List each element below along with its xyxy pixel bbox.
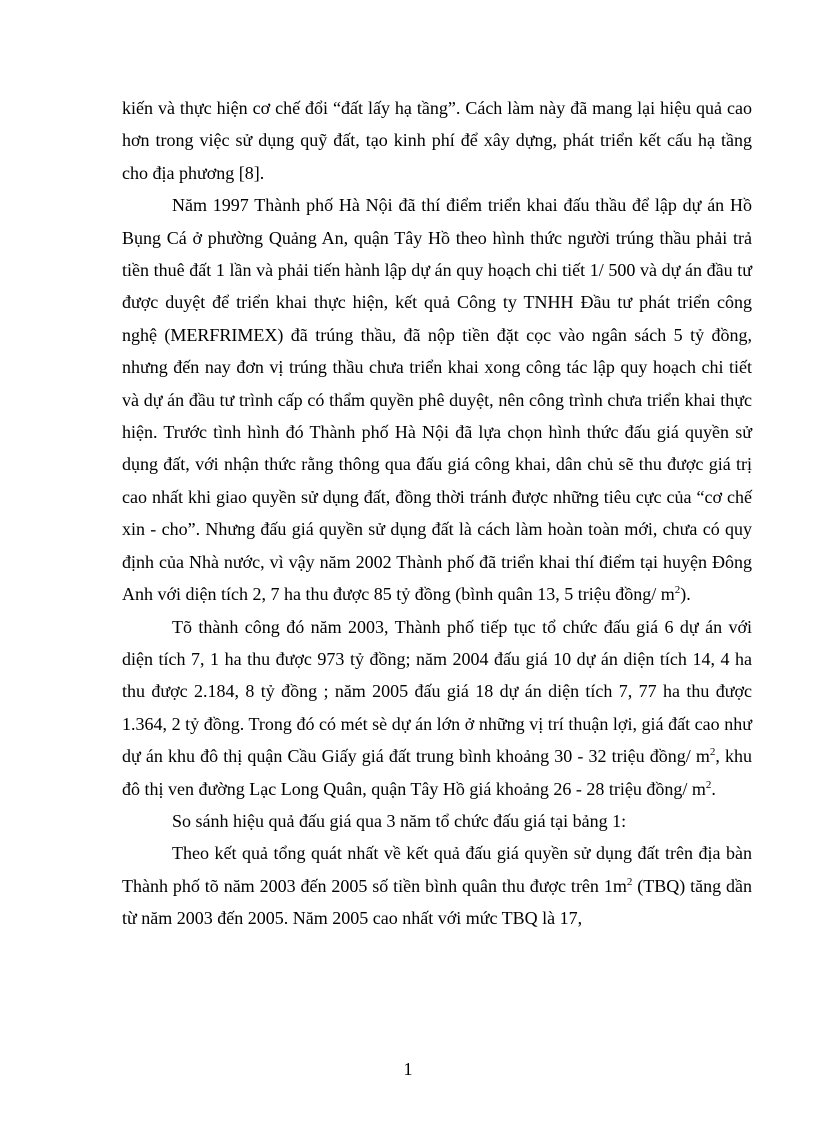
text-run: So sánh hiệu quả đấu giá qua 3 năm tổ chức đấu giá tại bảng 1: (172, 810, 627, 831)
paragraph (122, 837, 752, 934)
body-text (122, 92, 752, 935)
paragraph (122, 189, 752, 610)
text-run: Tõ thành công đó năm 2003, Thành phố tiếp tục tổ chức đấu giá 6 dự án với diện tích 7, 1 ha thu được 973 tỷ đồng; năm 2004 đấu giá 10 dự án diện tích 14, 4 ha thu được 2.184, 8 tỷ đồng ; năm 2005 đấu giá 18 dự án diện tích 7, 77 ha thu được 1.364, 2 tỷ đồng. Trong đó có mét sè dự án lớn ở những vị trí thuận lợi, giá đất cao như dự án khu đô thị quận Cầu Giấy giá đất trung bình khoảng 30 - 32 triệu đồng/ m (122, 616, 752, 767)
superscript: 2 (626, 875, 633, 888)
superscript: 2 (674, 584, 681, 597)
text-run: . (711, 778, 716, 799)
paragraph (122, 611, 752, 805)
text-run: , khu đô thị ven đường Lạc Long Quân, quận Tây Hồ giá khoảng 26 - 28 triệu đồng/ m (122, 746, 752, 799)
text-run: (TBQ) tăng dần từ năm 2003 đến 2005. Năm 2005 cao nhất với mức TBQ là 17, (122, 875, 753, 929)
text-run: Năm 1997 Thành phố Hà Nội đã thí điểm triển khai đấu thầu để lập dự án Hồ Bụng Cá ở phường Quảng An, quận Tây Hồ theo hình thức người trúng thầu phải trả tiền thuê đất 1 lần và phải tiến hành lập dự án quy hoạch chi tiết 1/ 500 và dự án đầu tư được duyệt để triển khai thực hiện, kết quả Công ty TNHH Đầu tư phát triển công nghệ (MERFRIMEX) đã trúng thầu, đã nộp tiền đặt cọc vào ngân sách 5 tỷ đồng, nhưng đến nay đơn vị trúng thầu chưa triển khai xong công tác lập quy hoạch chi tiết và dự án đầu tư trình cấp có thẩm quyền phê duyệt, nên công trình chưa triển khai thực hiện. Trước tình hình đó Thành phố Hà Nội đã lựa chọn hình thức đấu giá quyền sử dụng đất, với nhận thức rằng thông qua đấu giá công khai, dân chủ sẽ thu được giá trị cao nhất khi giao quyền sử dụng đất, đồng thời tránh được những tiêu cực của “cơ chế xin - cho”. Nhưng đấu giá quyền sử dụng đất là cách làm hoàn toàn mới, chưa có quy định của Nhà nước, vì vậy năm 2002 Thành phố đã triển khai thí điểm tại huyện Đông Anh với diện tích 2, 7 ha thu được 85 tỷ đồng (bình quân 13, 5 triệu đồng/ m (122, 195, 752, 605)
paragraph (122, 805, 752, 837)
text-run: kiến và thực hiện cơ chế đổi “đất lấy hạ tầng”. Cách làm này đã mang lại hiệu quả cao hơn trong việc sử dụng quỹ đất, tạo kinh phí để xây dựng, phát triển kết cấu hạ tầng cho địa phương [8]. (122, 98, 752, 183)
text-run: Theo kết quả tổng quát nhất về kết quả đấu giá quyền sử dụng đất trên địa bàn Thành phố tõ năm 2003 đến 2005 số tiền bình quân thu được trên 1m (122, 843, 752, 896)
superscript: 2 (709, 746, 716, 759)
page-number: 1 (403, 1059, 413, 1079)
text-run: ). (680, 584, 691, 605)
superscript: 2 (705, 778, 712, 791)
paragraph (122, 92, 752, 189)
